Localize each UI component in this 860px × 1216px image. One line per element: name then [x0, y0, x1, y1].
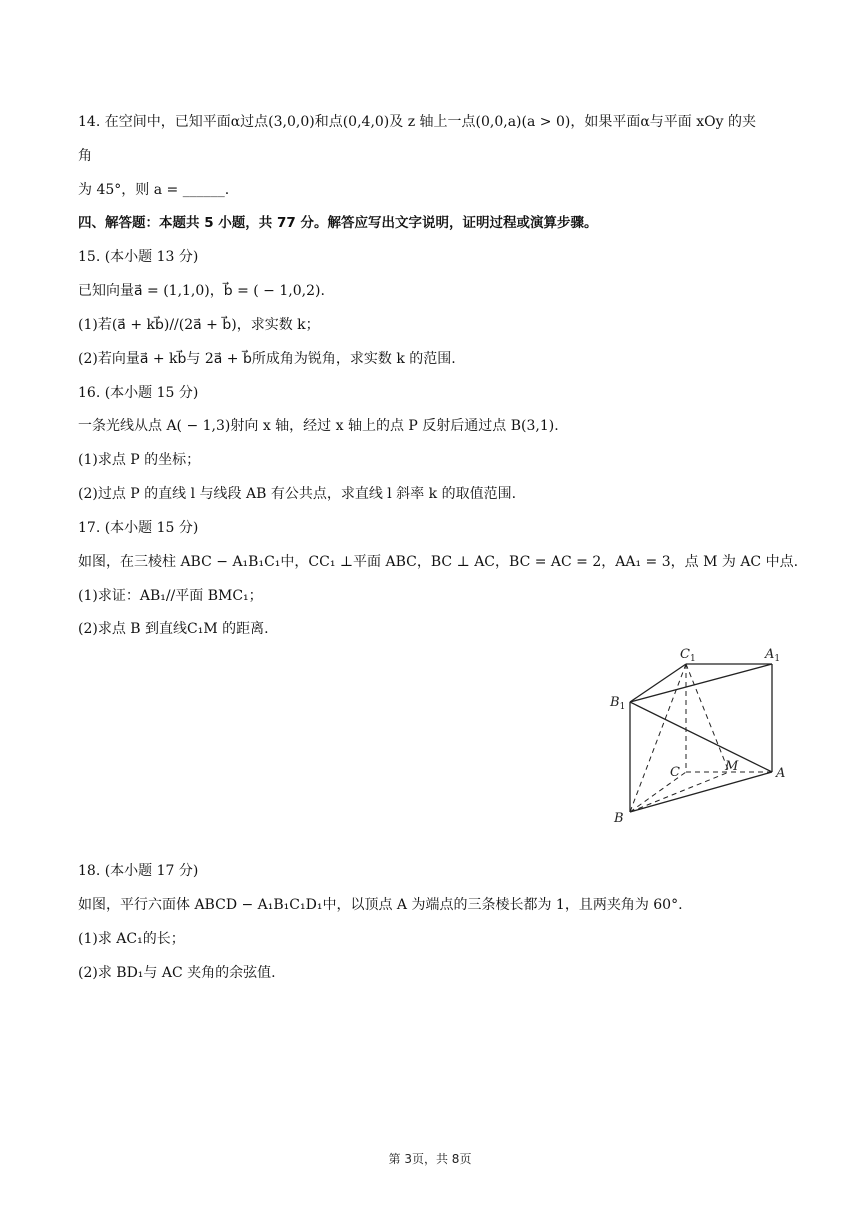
- problem-17-given: 如图，在三棱柱 ABC − A₁B₁C₁中，CC₁ ⊥平面 ABC，BC ⊥ AC，BC = AC = 2，AA₁ = 3，点 M 为 AC 中点.: [78, 554, 799, 570]
- problem-17-part-2: (2)求点 B 到直线C₁M 的距离.: [78, 621, 269, 637]
- label-a: A: [776, 766, 786, 781]
- problem-14-line-2: 角: [78, 148, 92, 164]
- problem-15-given: 已知向量a⃗ = (1,1,0)，b⃗ = ( − 1,0,2).: [78, 283, 325, 299]
- label-m: M: [725, 759, 739, 774]
- edge-c1-m: [686, 664, 729, 772]
- edge-b1-a1: [630, 664, 772, 702]
- problem-16-given: 一条光线从点 A( − 1,3)射向 x 轴，经过 x 轴上的点 P 反射后通过点 B(3,1).: [78, 418, 559, 434]
- edge-c1-b: [630, 664, 686, 812]
- problem-18-given: 如图，平行六面体 ABCD − A₁B₁C₁D₁中，以顶点 A 为端点的三条棱长都为 1，且两夹角为 60°.: [78, 897, 683, 913]
- problem-14-line-3: 为 45°，则 a = ______.: [78, 182, 230, 198]
- problem-18-title: 18. (本小题 17 分): [78, 863, 199, 879]
- label-c1: $C_1$: [680, 647, 696, 664]
- triangular-prism-figure: [600, 640, 800, 830]
- problem-18-part-2: (2)求 BD₁与 AC 夹角的余弦值.: [78, 965, 276, 981]
- edge-b-a: [630, 772, 772, 812]
- edge-b1-c1: [630, 664, 686, 702]
- label-a1: $A_1$: [765, 647, 781, 664]
- problem-16-part-1: (1)求点 P 的坐标；: [78, 452, 201, 468]
- page-footer: 第 3页，共 8页: [388, 1152, 472, 1166]
- problem-14-line-1: 14. 在空间中，已知平面α过点(3,0,0)和点(0,4,0)及 z 轴上一点(0,0,a)(a > 0)，如果平面α与平面 xOy 的夹: [78, 114, 756, 130]
- problem-18-part-1: (1)求 AC₁的长；: [78, 931, 185, 947]
- problem-16-title: 16. (本小题 15 分): [78, 385, 199, 401]
- problem-16-part-2: (2)过点 P 的直线 l 与线段 AB 有公共点，求直线 l 斜率 k 的取值范围.: [78, 486, 517, 502]
- problem-15-part-2: (2)若向量a⃗ + kb⃗与 2a⃗ + b⃗所成角为锐角，求实数 k 的范围.: [78, 351, 456, 367]
- section-4-heading: 四、解答题：本题共 5 小题，共 77 分。解答应写出文字说明，证明过程或演算步骤。: [78, 215, 598, 231]
- problem-17-part-1: (1)求证：AB₁//平面 BMC₁；: [78, 588, 263, 604]
- problem-15-title: 15. (本小题 13 分): [78, 249, 199, 265]
- label-b1: $B_1$: [610, 695, 626, 712]
- label-c: C: [670, 765, 680, 780]
- problem-15-part-1: (1)若(a⃗ + kb⃗)//(2a⃗ + b⃗)，求实数 k；: [78, 317, 320, 333]
- label-b: B: [614, 811, 624, 826]
- edge-b1-a: [630, 702, 772, 772]
- problem-17-title: 17. (本小题 15 分): [78, 520, 199, 536]
